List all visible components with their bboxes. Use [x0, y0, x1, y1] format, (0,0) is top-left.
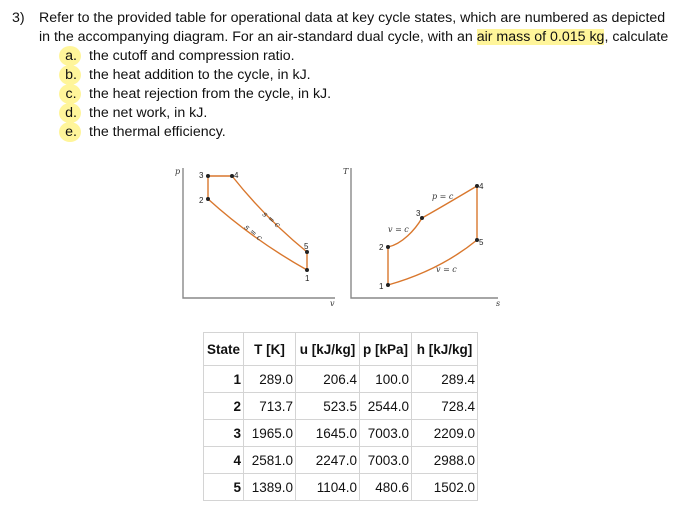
internal-energy-cell: 2247.0	[296, 447, 360, 474]
internal-energy-cell: 523.5	[296, 393, 360, 420]
pressure-cell: 100.0	[360, 366, 412, 393]
enthalpy-cell: 2988.0	[412, 447, 478, 474]
ts-x-axis-label: s	[496, 299, 501, 308]
ts-state-label: 5	[479, 238, 484, 247]
ts-state-label: 4	[479, 182, 484, 191]
temperature-cell: 2581.0	[244, 447, 296, 474]
stem-line-1: Refer to the provided table for operational data at key cycle states, which are numbered as depicted	[39, 10, 666, 26]
enthalpy-cell: 289.4	[412, 366, 478, 393]
part-text: the net work, in kJ.	[89, 105, 208, 121]
pressure-cell: 2544.0	[360, 393, 412, 420]
part-letter: a.	[63, 47, 79, 66]
pressure-cell: 7003.0	[360, 447, 412, 474]
state-cell: 4	[204, 447, 244, 474]
pv-state-label: 1	[305, 274, 310, 283]
pv-state-label: 3	[199, 171, 204, 180]
internal-energy-cell: 206.4	[296, 366, 360, 393]
part-letter: e.	[63, 123, 79, 142]
part-text: the heat rejection from the cycle, in kJ.	[89, 86, 332, 102]
temperature-cell: 1965.0	[244, 420, 296, 447]
column-header: State	[204, 333, 244, 366]
table-header-row	[204, 333, 478, 366]
part-letter: c.	[63, 85, 79, 104]
pv-y-axis-label: p	[175, 167, 181, 176]
state-cell: 5	[204, 474, 244, 501]
ts-state-label: 2	[379, 243, 384, 252]
column-header: h [kJ/kg]	[412, 333, 478, 366]
air-mass-highlight: air mass of 0.015 kg	[476, 29, 605, 45]
temperature-cell: 1389.0	[244, 474, 296, 501]
column-header: p [kPa]	[360, 333, 412, 366]
pv-isentrope-label: s = c	[242, 222, 265, 243]
temperature-cell: 713.7	[244, 393, 296, 420]
internal-energy-cell: 1645.0	[296, 420, 360, 447]
ts-isochore-label: v = c	[436, 265, 457, 274]
stem-line-2-after: , calculate	[604, 29, 669, 45]
column-header: u [kJ/kg]	[296, 333, 360, 366]
table-row	[204, 447, 478, 474]
ts-state-label: 3	[416, 209, 421, 218]
part-text: the cutoff and compression ratio.	[89, 48, 295, 64]
state-cell: 3	[204, 420, 244, 447]
state-cell: 2	[204, 393, 244, 420]
pv-isentrope-label: s = c	[260, 209, 283, 230]
ts-isobar-label: p = c	[432, 192, 454, 201]
pv-state-label: 4	[234, 171, 239, 180]
ts-state-label: 1	[379, 282, 384, 291]
ts-y-axis-label: T	[343, 167, 349, 176]
ts-state-point	[420, 216, 424, 220]
table-row	[204, 474, 478, 501]
enthalpy-cell: 728.4	[412, 393, 478, 420]
ts-isochore-label: v = c	[388, 225, 409, 234]
part-text: the heat addition to the cycle, in kJ.	[89, 67, 311, 83]
pv-x-axis-label: v	[330, 299, 335, 308]
temperature-cell: 289.0	[244, 366, 296, 393]
table-row	[204, 420, 478, 447]
pressure-cell: 480.6	[360, 474, 412, 501]
enthalpy-cell: 1502.0	[412, 474, 478, 501]
problem-number: 3)	[12, 10, 25, 26]
part-letter: b.	[63, 66, 79, 85]
pressure-cell: 7003.0	[360, 420, 412, 447]
part-letter: d.	[63, 104, 79, 123]
state-data-table	[203, 332, 478, 501]
internal-energy-cell: 1104.0	[296, 474, 360, 501]
state-cell: 1	[204, 366, 244, 393]
table-row	[204, 393, 478, 420]
pv-state-label: 5	[304, 242, 309, 251]
enthalpy-cell: 2209.0	[412, 420, 478, 447]
table-row	[204, 366, 478, 393]
part-text: the thermal efficiency.	[89, 124, 226, 140]
column-header: T [K]	[244, 333, 296, 366]
ts-state-point	[386, 283, 390, 287]
ts-state-point	[386, 245, 390, 249]
pv-state-label: 2	[199, 196, 204, 205]
stem-line-2-before: in the accompanying diagram. For an air-standard dual cycle, with an	[39, 29, 477, 45]
